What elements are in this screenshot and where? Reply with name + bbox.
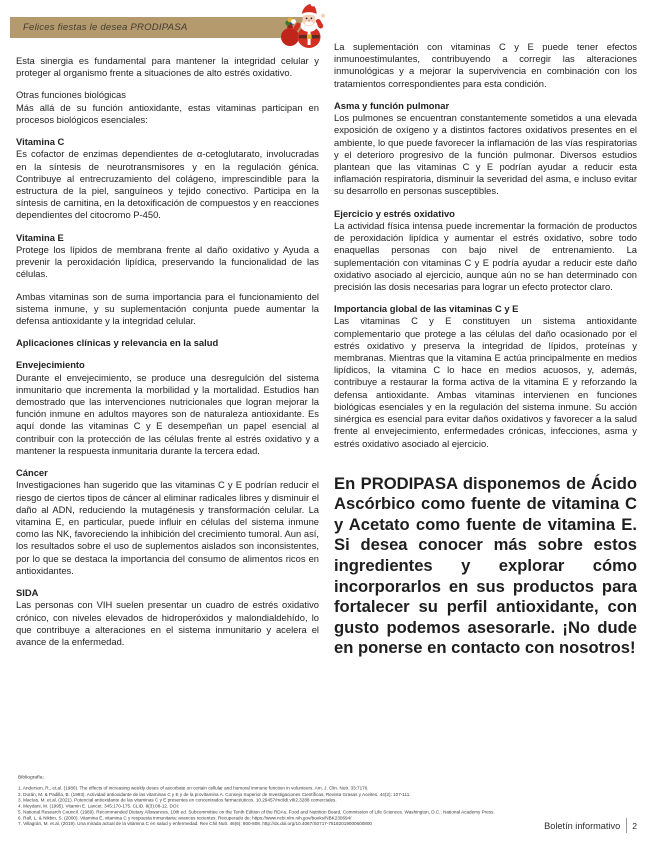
- section-body: Las vitaminas C y E constituyen un sistema antioxidante complementario que protege a las células del daño ocasionado por el estrés oxidativo y preserva la integridad de lípidos, proteínas y membranas. Mientras que la vitamina E actúa principalmente en medios lipídicos, la vitamina C lo hace en medios acuosos, y, además, contribuye a restaurar la forma activa de la vitamina E y reforzando la defensa antioxidante. Ambas vitaminas intervienen en funciones biológicas esenciales y en la regulación del sistema inmune. Su acción sinérgica es esencial para evitar daños oxidativos y favorecer a la salud frente al envejecimiento, enfermedades crónicas, infecciones, asma y estrés oxidativo asociado al ejercicio.: [334, 315, 637, 449]
- section-heading: Vitamina E: [16, 231, 64, 243]
- section-importancia-global: [334, 303, 637, 450]
- article-columns: [16, 0, 637, 659]
- section-heading: Aplicaciones clínicas y relevancia en la salud: [16, 337, 219, 349]
- footer-divider: [626, 818, 627, 833]
- section-body: Durante el envejecimiento, se produce una desregulción del sistema inmunitario que incrementa la morbilidad y la mortalidad. Estudios han demostrado que las intervenciones nutricionales que logran mejorar la función inmune en adultos mayores son de naturaleza antioxidante. Es aquí donde las vitaminas C y E desempeñan un papel esencial al contribuir con la protección de las células frente al estrés oxidativo y a mantener la respuesta inmunitaria durante la tercera edad.: [16, 371, 319, 456]
- section-body: Ambas vitaminas son de suma importancia para el funcionamiento del sistema inmune, y su suplementación conjunta puede aumentar la defensa antioxidante y la integridad celular.: [16, 290, 319, 326]
- section-body: La suplementación con vitaminas C y E puede tener efectos inmunoestimulantes, contribuyendo a corregir las alteraciones inmunológicas y a mejorar la supervivencia en combinación con los tratamientos correspondientes para esta condición.: [334, 41, 637, 89]
- section-asma: [334, 100, 637, 198]
- section-body: Las personas con VIH suelen presentar un cuadro de estrés oxidativo crónico, con niveles elevados de hidroperóxidos y malondialdehído, lo que contribuye a alteraciones en el sistema inmunitario y acelera el avance de la enfermedad.: [16, 599, 319, 647]
- bibliography-entry: 2. Durán, M. & Padilla, B. (1993). Actividad antioxidante de las vitaminas C y E y de la provitamina A. Consejo Superior de Investigaciones Científicas, Revista Grasas y Aceites. 44(2): 107-111.: [18, 792, 411, 797]
- section-body: Los pulmones se encuentran constantemente sometidos a una elevada exposición de oxígeno y a distintos factores oxidativos presentes en el ambiente, lo que puede favorecer la inflamación de las vías respiratorias y el deterioro progresivo de la función pulmonar. Diversos estudios plantean que las vitaminas C y E podrían ayudar a reducir esta inflamación respiratoria, disminuir la severidad del asma, e incluso evitar su desarrollo en personas susceptibles.: [334, 112, 637, 197]
- page-number: 2: [632, 820, 637, 831]
- section-envejecimiento: [16, 359, 319, 457]
- bibliography-entry: 5. National Research Council. (1989). Recommended Dietary Allowances, 10th ed. Subcommittee on the Tenth Edition of the RDAs. Food and Nutrition Board, Commission of Life Sciences. Washington, D.C.: National Academy Press.: [18, 810, 495, 815]
- prodipasa-call-to-action: En PRODIPASA disponemos de Ácido Ascórbico como fuente de vitamina C y Acetato como fuente de vitamina E. Si desea conocer más sobre estos ingredientes y explorar cómo incorporarlos en sus productos para fortalecer su perfil antioxidante, con gusto podemos asesorarle. ¡No dude en ponerse en contacto con nosotros!: [334, 473, 637, 658]
- left-column: [16, 0, 319, 659]
- section-heading: Otras funciones biológicas: [16, 89, 126, 101]
- footer-title: Boletín informativo: [544, 820, 621, 831]
- section-vitamina-c: [16, 136, 319, 222]
- section-heading: SIDA: [16, 587, 39, 599]
- section-ambas-vitaminas: [16, 291, 319, 328]
- section-heading: Envejecimiento: [16, 359, 85, 371]
- right-column: [334, 0, 637, 659]
- section-vitamina-e: [16, 232, 319, 281]
- section-aplicaciones-clinicas: [16, 337, 319, 349]
- bibliography-entry: 6. Rall, L. & Nikbin, S. (2000). Vitamina E, vitamina C y respuesta inmunitaria: avances recientes. Recuperado de: https://www.ncbi.nlm.nih.gov/books/NBK230694/: [18, 816, 352, 821]
- section-sida: [16, 587, 319, 648]
- section-body: Protege los lípidos de membrana frente al daño oxidativo y Ayuda a prevenir la peroxidación lipídica, preservando la funcionalidad de las células.: [16, 243, 319, 280]
- section-body: Es cofactor de enzimas dependientes de α-cetoglutarato, involucradas en la síntesis de neurotransmisores y en la regulación génica. Contribuye al entrecruzamiento del colágeno, imprescindible para la estructura de la piel, sanguíneos y tejido conectivo. Participa en la síntesis de carnitina, en la detoxificación de compuestos y en reacciones dependientes del citocromo P-450.: [16, 148, 319, 221]
- bibliography-label: Bibliografía:: [18, 774, 44, 780]
- section-otras-funciones: [16, 89, 319, 126]
- section-heading: Ejercicio y estrés oxidativo: [334, 207, 455, 219]
- banner-text: Felices fiestas le desea PRODIPASA: [23, 22, 188, 33]
- section-heading: Asma y función pulmonar: [334, 99, 450, 111]
- section-body: Esta sinergia es fundamental para mantener la integridad celular y proteger al organismo frente a situaciones de alto estrés oxidativo.: [16, 55, 319, 79]
- section-cancer: [16, 467, 319, 577]
- bibliography-entry: 4. Meydani, M. (1995). Vitamin E. Lancet. 345:170-175. CLID. 8(3):08-12. DOI:: [18, 804, 180, 809]
- section-body: La actividad física intensa puede incrementar la formación de productos de peroxidación lipídica y aumentar el estrés oxidativo, sobre todo enaquellas personas con bajo nivel de entrenamiento. La suplementación con vitaminas C y E podría ayudar a reducir este daño oxidativo asociado al ejercicio, aunque aún no se han determinado con precisión las dosis necesarias para lograr un efecto protector claro.: [334, 219, 637, 292]
- bibliography-entry: 7. Villagrán, M. et.al. (2019). Una mirada actual de la vitamina C en salud y enfermedad. Rev Chil Nutr. 46(6): 800-808. http://dx.doi.org/10.4067/S0717-75182019000600800: [18, 822, 373, 827]
- page-footer: [538, 818, 637, 833]
- section-body: Investigaciones han sugerido que las vitaminas C y E podrían reducir el riesgo de ciertos tipos de cáncer al eliminar radicales libres y disminuir el daño al ADN, reduciendo la mutagénesis y transformación celular. La vitamina E, en particular, puede influir en células del sistema inmune como las NK, favoreciendo la inhibición del crecimiento tumoral. Aun así, los resultados sobre el uso de suplementos aislados son inconsistentes, por lo que se destaca la importancia del consumo de alimentos ricos en antioxidantes.: [16, 479, 319, 576]
- section-sinergia: [16, 55, 319, 79]
- section-heading: Vitamina C: [16, 136, 65, 148]
- section-suplementacion: [334, 41, 637, 90]
- section-ejercicio: [334, 208, 637, 294]
- section-body: Más allá de su función antioxidante, estas vitaminas participan en procesos biológicos esenciales:: [16, 101, 319, 125]
- bibliography-entry: 1. Anderson, R., et.al. (1980). The effects of increasing weekly doses of ascorbate on certain cellular and humoral immune function in volunteers. Am. J. Clin. Nutr. 33:7176.: [18, 786, 369, 791]
- section-heading: Importancia global de las vitaminas C y E: [334, 303, 519, 315]
- section-heading: Cáncer: [16, 467, 48, 479]
- bibliography-entry: 3. Macías, M. et.al. (2021). Potencial antioxidante de las vitaminas C y E presentes en concentrados farmacéuticos. 10.26457/mclidi.v8i2.3288 comerciales.: [18, 798, 337, 803]
